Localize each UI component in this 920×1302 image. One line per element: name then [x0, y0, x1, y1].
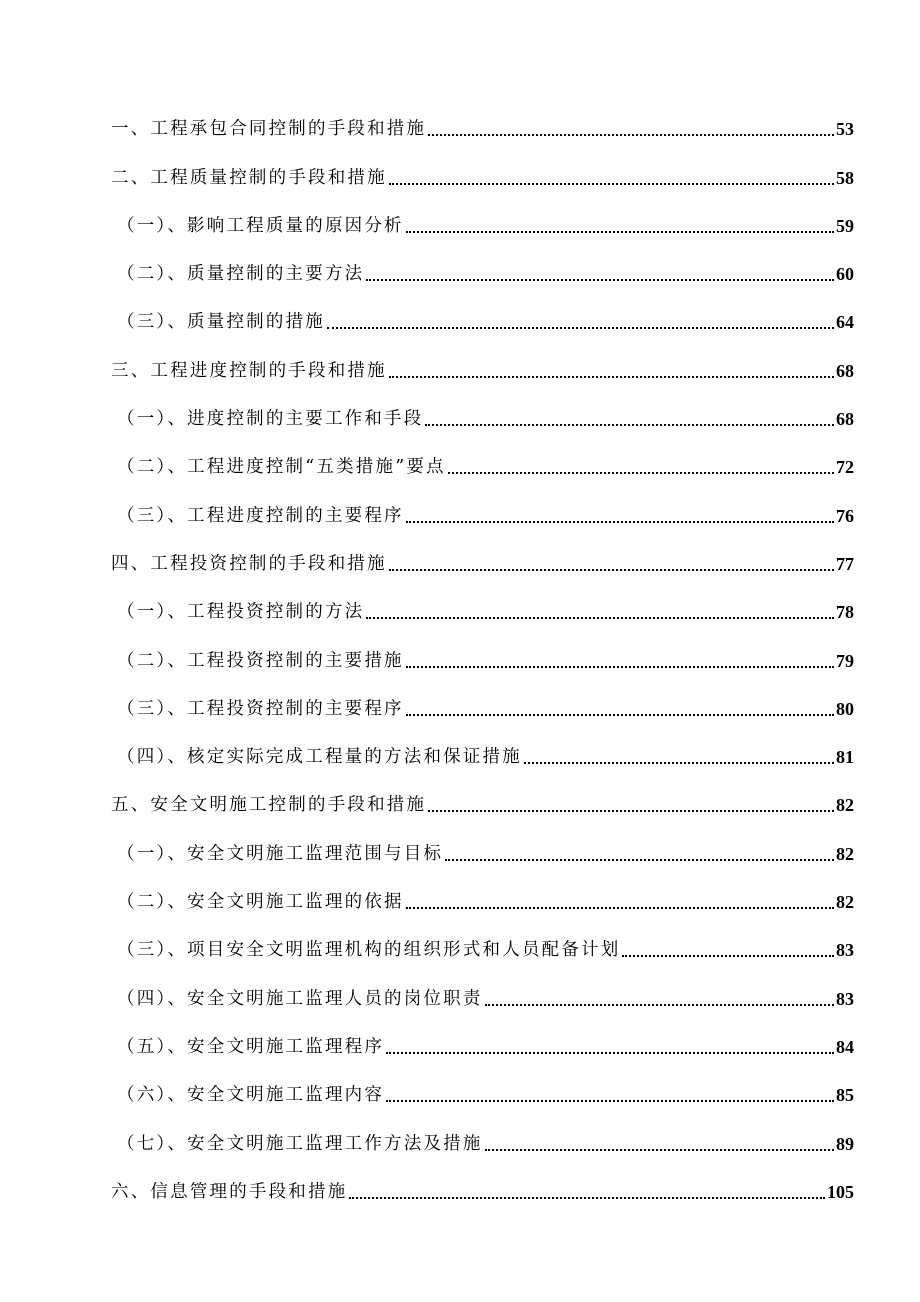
toc-entry[interactable] — [111, 531, 854, 579]
toc-entry[interactable] — [111, 337, 854, 385]
dot-leader — [425, 424, 834, 426]
toc-entry-page: 58 — [836, 167, 854, 188]
toc-entry[interactable] — [111, 1159, 854, 1207]
toc-entry-title: （三）、项目安全文明监理机构的组织形式和人员配备计划 — [117, 940, 621, 961]
toc-entry[interactable] — [111, 724, 854, 772]
toc-entry-page: 83 — [836, 940, 854, 961]
toc-entry-page: 59 — [836, 215, 854, 236]
toc-entry[interactable] — [111, 820, 854, 868]
toc-entry-title: 五、安全文明施工控制的手段和措施 — [111, 795, 427, 816]
toc-entry-title: （四）、安全文明施工监理人员的岗位职责 — [117, 988, 483, 1009]
dot-leader — [366, 279, 834, 281]
dot-leader — [389, 376, 834, 378]
dot-leader — [524, 762, 834, 764]
dot-leader — [428, 810, 834, 812]
toc-entry-title: （三）、质量控制的措施 — [117, 312, 325, 333]
toc-entry-page: 105 — [827, 1181, 854, 1202]
toc-entry-title: （二）、工程进度控制“五类措施”要点 — [117, 457, 446, 478]
dot-leader — [622, 955, 834, 957]
dot-leader — [406, 521, 834, 523]
toc-entry-title: 一、工程承包合同控制的手段和措施 — [111, 119, 427, 140]
toc-entry-page: 78 — [836, 602, 854, 623]
toc-entry[interactable] — [111, 676, 854, 724]
toc-entry-page: 82 — [836, 843, 854, 864]
toc-entry-page: 83 — [836, 988, 854, 1009]
toc-entry[interactable] — [111, 482, 854, 530]
toc-entry[interactable] — [111, 144, 854, 192]
toc-entry-page: 82 — [836, 892, 854, 913]
toc-entry[interactable] — [111, 1014, 854, 1062]
toc-entry-page: 68 — [836, 360, 854, 381]
toc-entry-page: 76 — [836, 505, 854, 526]
toc-entry-page: 77 — [836, 553, 854, 574]
toc-entry[interactable] — [111, 96, 854, 144]
toc-entry-page: 80 — [836, 698, 854, 719]
toc-entry-page: 53 — [836, 119, 854, 140]
dot-leader — [406, 231, 834, 233]
toc-entry-title: 二、工程质量控制的手段和措施 — [111, 167, 387, 188]
dot-leader — [366, 617, 834, 619]
dot-leader — [485, 1004, 834, 1006]
toc-entry-title: 四、工程投资控制的手段和措施 — [111, 553, 387, 574]
toc-entry-title: （三）、工程进度控制的主要程序 — [117, 505, 404, 526]
toc-entry-title: （二）、安全文明施工监理的依据 — [117, 892, 404, 913]
toc-entry-page: 89 — [836, 1133, 854, 1154]
dot-leader — [327, 327, 834, 329]
dot-leader — [406, 666, 834, 668]
dot-leader — [349, 1197, 825, 1199]
toc-entry-title: （一）、进度控制的主要工作和手段 — [117, 409, 424, 430]
toc-entry-page: 60 — [836, 264, 854, 285]
toc-entry[interactable] — [111, 241, 854, 289]
dot-leader — [386, 1052, 834, 1054]
toc-entry[interactable] — [111, 917, 854, 965]
toc-entry-title: （七）、安全文明施工监理工作方法及措施 — [117, 1133, 483, 1154]
toc-entry-title: （三）、工程投资控制的主要程序 — [117, 698, 404, 719]
toc-entry[interactable] — [111, 772, 854, 820]
dot-leader — [428, 134, 834, 136]
toc-entry-title: （二）、质量控制的主要方法 — [117, 264, 365, 285]
toc-entry-page: 81 — [836, 747, 854, 768]
toc-entry-page: 85 — [836, 1085, 854, 1106]
toc-entry[interactable] — [111, 1110, 854, 1158]
toc-entry[interactable] — [111, 965, 854, 1013]
dot-leader — [485, 1149, 834, 1151]
toc-entry[interactable] — [111, 193, 854, 241]
toc-entry-page: 72 — [836, 457, 854, 478]
toc-entry[interactable] — [111, 869, 854, 917]
table-of-contents — [111, 96, 854, 1207]
dot-leader — [386, 1100, 834, 1102]
toc-entry-page: 64 — [836, 312, 854, 333]
dot-leader — [445, 859, 834, 861]
toc-entry-title: （六）、安全文明施工监理内容 — [117, 1085, 385, 1106]
toc-entry-title: （一）、安全文明施工监理范围与目标 — [117, 843, 444, 864]
dot-leader — [406, 907, 834, 909]
toc-entry-title: （五）、安全文明施工监理程序 — [117, 1036, 385, 1057]
toc-entry[interactable] — [111, 289, 854, 337]
toc-entry[interactable] — [111, 434, 854, 482]
toc-entry[interactable] — [111, 579, 854, 627]
dot-leader — [448, 472, 834, 474]
toc-entry[interactable] — [111, 627, 854, 675]
toc-entry-page: 82 — [836, 795, 854, 816]
toc-entry[interactable] — [111, 386, 854, 434]
toc-entry-title: 六、信息管理的手段和措施 — [111, 1181, 348, 1202]
toc-entry-page: 79 — [836, 650, 854, 671]
toc-entry-title: 三、工程进度控制的手段和措施 — [111, 360, 387, 381]
dot-leader — [406, 714, 834, 716]
toc-entry-title: （一）、影响工程质量的原因分析 — [117, 215, 404, 236]
toc-entry-page: 84 — [836, 1036, 854, 1057]
toc-entry[interactable] — [111, 1062, 854, 1110]
toc-entry-title: （四）、核定实际完成工程量的方法和保证措施 — [117, 747, 522, 768]
toc-entry-title: （二）、工程投资控制的主要措施 — [117, 650, 404, 671]
dot-leader — [389, 569, 834, 571]
dot-leader — [389, 183, 834, 185]
toc-entry-page: 68 — [836, 409, 854, 430]
toc-entry-title: （一）、工程投资控制的方法 — [117, 602, 365, 623]
